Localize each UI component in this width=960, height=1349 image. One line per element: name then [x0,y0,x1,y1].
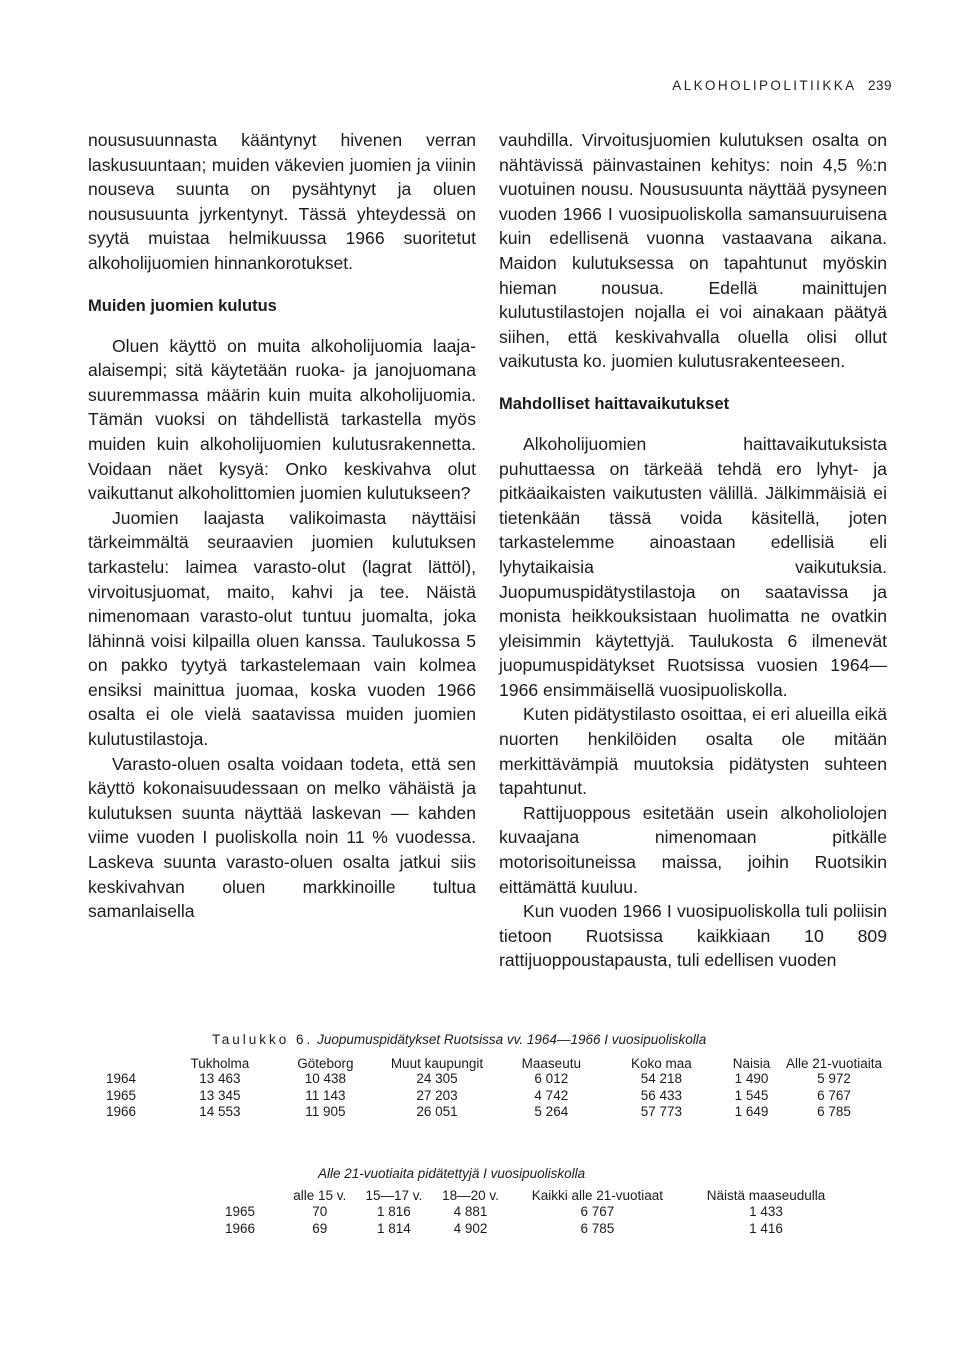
right-paragraph-3: Rattijuoppous esitetään usein alkoholiolojen kuvaajana nimenomaan pitkälle motorisoituneissa maissa, joihin Ruotsikin eittämättä kuuluu. [499,802,887,897]
table-cell: 57 773 [640,1104,683,1120]
left-paragraph-3: Varasto-oluen osalta voidaan todeta, että sen käyttö kokonaisuudessaan on melko vähäistä ja kulutuksen suunta näyttää laskevan — kahden viime vuoden I puoliskolla noin 11 % vuodessa. Laskeva suunta varasto-oluen osalta jatkui siis keskivahvan oluen markkinoille tultua samanlaisella [88,753,476,922]
running-header [672,78,892,93]
section-title: ALKOHOLIPOLITIIKKA [672,78,856,93]
table-cell: 6 012 [534,1071,569,1087]
table-cell: 1 649 [734,1104,769,1120]
table-header-row [106,1054,882,1071]
table-row-year: 1966 [224,1220,256,1236]
table-header-cell: Näistä maaseudulla [706,1187,826,1203]
table-row-year: 1966 [106,1104,137,1120]
table-header-corner [106,1054,166,1071]
table-header-cell: alle 15 v. [293,1187,347,1203]
table-6-label: Taulukko 6. [212,1032,314,1047]
left-paragraph-1: Oluen käyttö on muita alkoholijuomia laaja-alaisempi; sitä käytetään ruoka- ja janojuomana suuremmassa määrin kuin muita alkoholijuomia. Tämän vuoksi on tähdellistä tarkastella myös muiden kuin alkoholijuomien kulutusrakennetta. Voidaan näet kysyä: Onko keskivahva olut vaikuttanut alkoholittomien juomien kulutukseen? [88,335,476,504]
table-header-cell: Kaikki alle 21-vuotiaat [531,1187,664,1203]
table-cell: 1 816 [376,1204,411,1220]
table-header-cell: Alle 21-vuotiaita [785,1055,882,1071]
table-cell: 27 203 [416,1087,458,1103]
left-paragraph-2: Juomien laajasta valikoimasta näyttäisi tärkeimmältä seuraavien juomien kulutuksen tarkastelu: laimea varasto-olut (lagrat lättöl), virvoitusjuomat, maito, kahvi ja tee. Näistä nimenomaan varasto-olut tuntuu juomalta, joka lähinnä voisi kilpailla oluen kanssa. Taulukossa 5 on pakko tyytyä tarkastelemaan vain kolmea ensiksi mainittua juomaa, koska vuoden 1966 osalta ei ole vielä saatavissa muiden juomien kulutustilastoja. [88,507,476,750]
right-column [499,128,887,973]
table-cell: 11 143 [305,1087,346,1103]
table-header-cell: Koko maa [631,1055,692,1071]
section-heading-muiden-juomien: Muiden juomien kulutus [88,296,277,315]
table-cell: 70 [312,1204,328,1220]
table-cell: 5 264 [534,1104,569,1120]
table-6-caption [212,1032,706,1047]
table-cell: 6 785 [580,1220,615,1236]
table-6b-title: Alle 21-vuotiaita pidätettyjä I vuosipuoliskolla [318,1166,586,1181]
table-header-cell: Göteborg [297,1055,354,1071]
table-row-year: 1964 [106,1071,137,1087]
table-row [196,1220,846,1237]
table-cell: 14 553 [199,1104,241,1120]
table-header-cell: Maaseutu [521,1055,581,1071]
table-header-cell: Muut kaupungit [390,1055,484,1071]
table-cell: 26 051 [416,1104,458,1120]
table-row [106,1071,882,1088]
table-cell: 6 785 [817,1104,851,1120]
table-6b-body [196,1204,846,1237]
right-paragraph-1: Alkoholijuomien haittavaikutuksista puhuttaessa on tärkeää tehdä ero lyhyt- ja pitkäaikaisten vaikutusten välillä. Jälkimmäisiä ei tietenkään tässä voida käsitellä, joten tarkastelemme ainoastaan edellisiä eli lyhytaikaisia vaikutuksia. Juopumuspidätystilastoja on saatavissa ja monista heikkouksistaan huolimatta ne ovatkin yleisimmin käytettyjä. Taulukosta 6 ilmenevät juopumuspidätykset Ruotsissa vuosien 1964—1966 ensimmäisellä vuosipuoliskolla. [499,433,887,700]
table-cell: 1 490 [734,1071,769,1087]
table-header-row [196,1187,846,1204]
table-6b-young-arrests [196,1187,846,1237]
table-header-cell: 15—17 v. [365,1187,423,1203]
table-cell: 5 972 [817,1071,851,1087]
table-cell: 13 463 [199,1071,241,1087]
table-cell: 4 881 [453,1204,488,1220]
page-number: 239 [867,78,892,93]
table-cell: 1 814 [376,1220,411,1236]
section-heading-haittavaikutukset: Mahdolliset haittavaikutukset [499,394,730,413]
table-header-cell: Tukholma [190,1055,250,1071]
right-intro-paragraph: vauhdilla. Virvoitusjuomien kulutuksen osalta on nähtävissä päinvastainen kehitys: noin 4,5 %:n vuotuinen nousu. Noususuunta näyttää pysyneen vuoden 1966 I vuosipuoliskolla samansuuruisena kuin edellisenä vuonna vastaavana aikana. Maidon kulutuksessa on tapahtunut myöskin hieman nousua. Edellä mainittujen kulutustilastojen nojalla ei voi ainakaan päätyä siihen, että keskivahvalla oluella olisi ollut vaikutusta ko. juomien kulutusrakenteeseen. [499,130,887,372]
table-row-year: 1965 [224,1204,256,1220]
table-header-cell: 18—20 v. [442,1187,499,1203]
table-header-cell: Naisia [732,1055,771,1071]
table-cell: 1 545 [734,1087,769,1103]
table-row-year: 1965 [106,1087,137,1103]
table-row [106,1087,882,1104]
left-intro-paragraph: noususuunnasta kääntynyt hivenen verran laskusuuntaan; muiden väkevien juomien ja viinin nouseva suunta on pysähtynyt ja oluen noususuunta jyrkentynyt. Tässä yhteydessä on syytä muistaa helmikuussa 1966 suoritetut alkoholijuomien hinnankorotukset. [88,130,476,273]
right-paragraph-2: Kuten pidätystilasto osoittaa, ei eri alueilla eikä nuorten henkilöiden osalta ole mitään merkittävämpiä muutoksia pidätysten suhteen tapahtunut. [499,704,887,799]
table-cell: 4 902 [453,1220,488,1236]
table-header-corner [196,1187,284,1204]
table-cell: 1 433 [749,1204,783,1220]
table-6-body [106,1071,882,1121]
table-cell: 10 438 [304,1071,347,1087]
table-cell: 56 433 [640,1087,683,1103]
table-6-title: Juopumuspidätykset Ruotsissa vv. 1964—1966 I vuosipuoliskolla [317,1032,707,1047]
table-cell: 4 742 [534,1087,569,1103]
table-cell: 11 905 [305,1104,346,1120]
table-row [106,1104,882,1121]
table-cell: 13 345 [199,1087,241,1103]
table-6-arrests [106,1054,882,1120]
table-row [196,1204,846,1221]
left-column [88,128,476,924]
right-paragraph-4: Kun vuoden 1966 I vuosipuoliskolla tuli poliisin tietoon Ruotsissa kaikkiaan 10 809 rattijuoppoustapausta, tuli edellisen vuoden [499,901,887,971]
table-cell: 6 767 [817,1087,851,1103]
table-cell: 1 416 [749,1220,783,1236]
table-cell: 54 218 [640,1071,683,1087]
table-cell: 69 [312,1220,328,1236]
table-cell: 6 767 [580,1204,615,1220]
table-cell: 24 305 [416,1071,458,1087]
